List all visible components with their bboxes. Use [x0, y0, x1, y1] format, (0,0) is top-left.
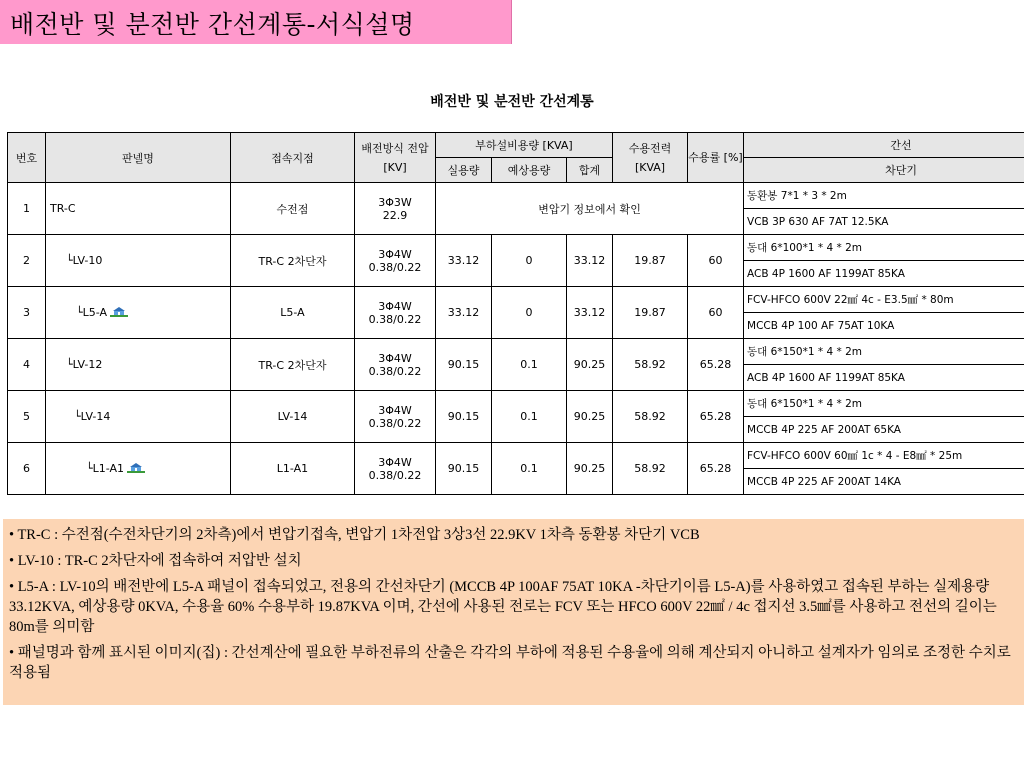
method-phase: 3Φ4W	[378, 403, 412, 417]
row-merged-note: 변압기 정보에서 확인	[436, 183, 744, 235]
row-breaker: MCCB 4P 225 AF 200AT 65KA	[744, 417, 1024, 443]
row-cable: 동대 6*150*1 * 4 * 2m	[744, 339, 1024, 365]
row-connection: L1-A1	[231, 443, 355, 495]
row-demand-rate: 65.28	[688, 339, 744, 391]
row-connection: TR-C 2차단자	[231, 339, 355, 391]
row-cable: FCV-HFCO 600V 60㎟ 1c * 4 - E8㎟ * 25m	[744, 443, 1024, 469]
header-demand-rate: 수용률 [%]	[688, 133, 744, 183]
row-panel-cell	[46, 443, 231, 495]
method-voltage: 0.38/0.22	[368, 468, 422, 482]
row-total: 90.25	[567, 391, 613, 443]
row-connection: LV-14	[231, 391, 355, 443]
method-voltage: 0.38/0.22	[368, 312, 422, 326]
row-total: 90.25	[567, 339, 613, 391]
row-expected: 0	[492, 287, 567, 339]
row-expected: 0.1	[492, 443, 567, 495]
row-cable: 동대 6*100*1 * 4 * 2m	[744, 235, 1024, 261]
row-panel: └LV-10	[46, 235, 231, 287]
row-actual: 33.12	[436, 287, 492, 339]
table-row	[8, 391, 1024, 417]
row-demand-power: 58.92	[613, 339, 688, 391]
row-panel: └LV-12	[46, 339, 231, 391]
house-icon	[110, 306, 128, 317]
note-l5-a: • L5-A : LV-10의 배전반에 L5-A 패널이 접속되었고, 전용의 간선차단기 (MCCB 4P 100AF 75AT 10KA -차단기이름 L5-A)를 사용하였고 접속된 부하는 실제용량 33.12KVA, 예상용량 0KVA, 수용율 60% 수용부하 19.87KVA 이며, 간선에 사용된 전로는 FCV 또는 HFCO 600V 22㎟ / 4c 접지선 3.5㎟를 사용하고 전선의 길이는 80m를 의미함	[9, 579, 997, 635]
row-breaker: VCB 3P 630 AF 7AT 12.5KA	[744, 209, 1024, 235]
row-cable: 동환봉 7*1 * 3 * 2m	[744, 183, 1024, 209]
header-breaker: 차단기	[744, 158, 1024, 183]
row-actual: 33.12	[436, 235, 492, 287]
header-actual: 실용량	[436, 158, 492, 183]
header-load: 부하설비용량 [KVA]	[436, 133, 613, 158]
row-method	[355, 443, 436, 495]
row-demand-rate: 60	[688, 235, 744, 287]
row-panel: └L1-A1	[86, 462, 125, 475]
method-phase: 3Φ4W	[378, 247, 412, 261]
row-demand-rate: 65.28	[688, 391, 744, 443]
row-panel: └LV-14	[46, 391, 231, 443]
row-no: 2	[8, 235, 46, 287]
notes-box	[3, 519, 1024, 705]
method-voltage: 0.38/0.22	[368, 364, 422, 378]
row-expected: 0	[492, 235, 567, 287]
header-panel: 판넬명	[46, 133, 231, 183]
slide-title-box	[0, 0, 512, 44]
method-phase: 3Φ4W	[378, 351, 412, 365]
row-demand-power: 19.87	[613, 235, 688, 287]
row-expected: 0.1	[492, 391, 567, 443]
method-phase: 3Φ4W	[378, 455, 412, 469]
table-row	[8, 443, 1024, 469]
row-actual: 90.15	[436, 443, 492, 495]
row-method	[355, 235, 436, 287]
row-no: 1	[8, 183, 46, 235]
row-connection: L5-A	[231, 287, 355, 339]
row-connection: TR-C 2차단자	[231, 235, 355, 287]
row-method	[355, 391, 436, 443]
row-method	[355, 183, 436, 235]
row-breaker: MCCB 4P 100 AF 75AT 10KA	[744, 313, 1024, 339]
method-phase: 3Φ3W	[378, 195, 412, 209]
row-panel-cell	[46, 287, 231, 339]
table-row	[8, 235, 1024, 261]
row-cable: FCV-HFCO 600V 22㎟ 4c - E3.5㎟ * 80m	[744, 287, 1024, 313]
row-demand-power: 58.92	[613, 443, 688, 495]
slide-title: 배전반 및 분전반 간선계통-서식설명	[10, 10, 415, 39]
row-actual: 90.15	[436, 339, 492, 391]
header-no: 번호	[8, 133, 46, 183]
row-method	[355, 287, 436, 339]
header-connection: 접속지점	[231, 133, 355, 183]
method-voltage: 0.38/0.22	[368, 416, 422, 430]
row-no: 6	[8, 443, 46, 495]
row-breaker: ACB 4P 1600 AF 1199AT 85KA	[744, 261, 1024, 287]
row-connection: 수전점	[231, 183, 355, 235]
row-method	[355, 339, 436, 391]
header-method: 배전방식 전압[KV]	[355, 133, 436, 183]
row-demand-power: 19.87	[613, 287, 688, 339]
feeder-table	[7, 132, 1024, 495]
method-phase: 3Φ4W	[378, 299, 412, 313]
row-cable: 동대 6*150*1 * 4 * 2m	[744, 391, 1024, 417]
note-tr-c: • TR-C : 수전점(수전차단기의 2차측)에서 변압기접속, 변압기 1차전압 3상3선 22.9KV 1차측 동환봉 차단기 VCB	[9, 527, 700, 543]
row-breaker: MCCB 4P 225 AF 200AT 14KA	[744, 469, 1024, 495]
method-voltage: 0.38/0.22	[368, 260, 422, 274]
row-demand-rate: 60	[688, 287, 744, 339]
header-conductor: 간선	[744, 133, 1024, 158]
table-row	[8, 287, 1024, 313]
header-total: 합계	[567, 158, 613, 183]
row-panel: TR-C	[46, 183, 231, 235]
table-title: 배전반 및 분전반 간선계통	[430, 94, 594, 110]
row-panel: └L5-A	[76, 306, 108, 319]
row-expected: 0.1	[492, 339, 567, 391]
row-demand-power: 58.92	[613, 391, 688, 443]
header-demand-power: 수용전력 [KVA]	[613, 133, 688, 183]
row-breaker: ACB 4P 1600 AF 1199AT 85KA	[744, 365, 1024, 391]
note-lv-10: • LV-10 : TR-C 2차단자에 접속하여 저압반 설치	[9, 553, 302, 569]
table-row	[8, 339, 1024, 365]
row-no: 3	[8, 287, 46, 339]
method-voltage: 22.9	[382, 208, 408, 222]
house-icon	[127, 462, 145, 473]
note-house-image: • 패널명과 함께 표시된 이미지(집) : 간선계산에 필요한 부하전류의 산출은 각각의 부하에 적용된 수용율에 의해 계산되지 아니하고 설계자가 임의로 조정한 수치로 적용됨	[9, 645, 1011, 681]
row-actual: 90.15	[436, 391, 492, 443]
table-row	[8, 183, 1024, 209]
row-total: 33.12	[567, 287, 613, 339]
row-no: 4	[8, 339, 46, 391]
row-demand-rate: 65.28	[688, 443, 744, 495]
row-total: 90.25	[567, 443, 613, 495]
header-expected: 예상용량	[492, 158, 567, 183]
row-total: 33.12	[567, 235, 613, 287]
row-no: 5	[8, 391, 46, 443]
